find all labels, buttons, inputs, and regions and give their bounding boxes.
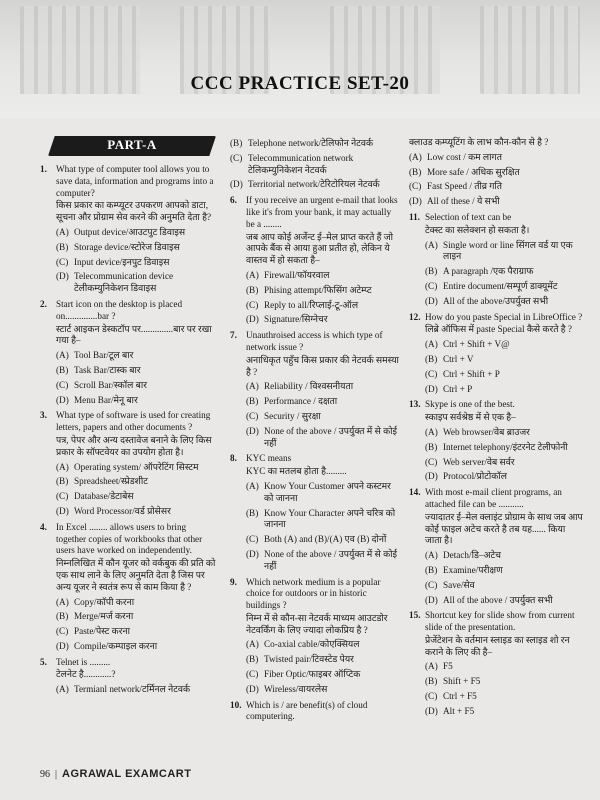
publisher-brand: AGRAWAL EXAMCART xyxy=(62,768,192,780)
options-11: (A) Single word or line सिंगल वर्ड या एक लाइन (B) A paragraph /एक पैराग्राफ (C) Entire document/सम्पूर्ण डाक्यूमेंट (D) All of the above/उपर्युक्त सभी xyxy=(425,239,573,306)
options-6: (A) Firewall/फॉयरवाल (B) Phising attempt/फिसिंग अटेम्प्ट (C) Reply to all/रिप्लाई-टू-ऑल (D) Signature/सिग्नेचर xyxy=(246,269,372,325)
question-6: 6. If you receive an urgent e-mail that looks like it's from your bank, it may actually be a ........ जब आप कोई अर्जेन्ट ई–मेल प्राप्त करते हैं जो आपके बैंक से आया हुआ प्रतीत हो, लेकिन ये वास्तव में हो सकता है– xyxy=(230,195,398,266)
question-15: 15. Shortcut key for slide show from current slide of the presentation. प्रेजेंटेशन के वर्तमान स्लाइड का स्लाइड शो रन कराने के लिए की है– xyxy=(409,610,575,657)
options-5b: (B) Telephone network/टेलिफोन नेटवर्क (C) Telecommunication network टेलिकम्युनिकेशन नेटवर्क (D) Territorial network/टेरिटोरियल नेटवर्क xyxy=(230,138,380,190)
options-14: (A) Detach/डि–अटेच (B) Examine/परीक्षण (C) Save/सेव (D) All of the above / उपर्युक्त सभी xyxy=(425,550,553,605)
options-10: (A) Low cost / कम लागत (B) More safe / अधिक सुरक्षित (C) Fast Speed / तीव्र गति (D) All of these / ये सभी xyxy=(409,151,520,207)
question-3: 3. What type of software is used for creating letters, papers and other documents ? पत्र, पेपर और अन्य दस्तावेज बनाने के लिए किस प्रकार के सॉफ्टवेयर का उपयोग होता है। xyxy=(40,410,212,457)
part-heading: PART-A xyxy=(48,136,216,158)
question-2: 2. Start icon on the desktop is placed on..............bar ? स्टार्ट आइकन डेस्कटॉप पर..............बार पर रखा गया है– xyxy=(40,298,212,346)
question-5: 5. Telnet is ......... टेलनेट है............? xyxy=(40,656,116,680)
question-11: 11. Selection of text can be टेक्स्ट का सलेक्शन हो सकता है। xyxy=(409,211,530,235)
options-2: (A) Tool Bar/टूल बार (B) Task Bar/टास्क बार (C) Scroll Bar/स्कॉल बार (D) Menu Bar/मेनू बार xyxy=(56,350,147,405)
options-1: (A) Output device/आउटपुट डिवाइस (B) Storage device/स्टोरेज डिवाइस (C) Input device/इनपुट डिवाइस (D) Telecommunication device टेलीकम्युनिकेशन डिवाइस xyxy=(56,226,186,294)
options-4: (A) Copy/कॉपी करना (B) Merge/मर्ज करना (C) Paste/पेस्ट करना (D) Compile/कम्पाइल करना xyxy=(56,596,158,651)
header-background xyxy=(0,0,600,118)
options-7: (A) Reliability / विश्वसनीयता (B) Performance / दक्षता (C) Security / सुरक्षा (D) None of the above / उपर्युक्त में से कोई नहीं xyxy=(246,381,398,448)
question-1: 1. What type of computer tool allows you to save data, information and programs into a computer? किस प्रकार का कम्प्यूटर उपकरण आपको डाटा, सूचना और प्रोग्राम सेव करने की अनुमति देता है? xyxy=(40,164,214,223)
options-5a: (A) Termianl network/टर्मिनल नेटवर्क xyxy=(56,684,191,695)
options-9: (A) Co-axial cable/कोएक्सियल (B) Twisted pair/टिवस्टेड पेयर (C) Fiber Optic/फाइबर ऑप्टिक (D) Wireless/वायरलेस xyxy=(246,639,361,694)
question-4: 4. In Excel ........ allows users to bring together copies of workbooks that other users have worked on independently. निम्नलिखित में कौन यूजर को वर्कबुक की प्रति को एक साथ लाने के लिए अनुमति देता है जिस पर अन्य यूजर ने स्वतंत्र रूप से काम किया है ? xyxy=(40,521,216,592)
question-7: 7. Unauthroised access is which type of network issue ? अनाधिकृत पहुँच किस प्रकार की नेटवर्क समस्या है ? xyxy=(230,330,399,377)
options-3: (A) Operating system/ ऑपरेटिंग सिस्टम (B) Spreadsheet/स्प्रेडशीट (C) Database/डेटाबेस (D) Word Processor/वर्ड प्रोसेसर xyxy=(56,461,199,516)
page-title: CCC PRACTICE SET-20 xyxy=(190,73,410,94)
question-10: 10. Which is / are benefit(s) of cloud computering. xyxy=(230,699,368,722)
column-3 xyxy=(409,136,583,722)
question-13: 13. Skype is one of the best. स्काइप सर्वश्रेष्ठ में से एक है– xyxy=(409,399,516,423)
question-14: 14. With most e-mail client programs, an attached file can be ........... ज्यादातर ई–मेल क्लाइंट प्रोग्राम के साथ जब आप कोई फाइल अटेच करते है तब यह...... किया जाता है। xyxy=(409,487,583,546)
question-12: 12. How do you paste Special in LibreOffice ? लिब्रे ऑफिस में paste Special कैसे करते है ? xyxy=(409,311,583,335)
column-2 xyxy=(230,136,400,726)
options-8: (A) Know Your Customer अपने कस्टमर को जानना (B) Know Your Character अपने चरित्र को जानना (C) Both (A) and (B)/(A) एव (B) दोनों (D) None of the above / उपर्युक्त में से कोई नहीं xyxy=(246,480,398,571)
options-15: (A) F5 (B) Shift + F5 (C) Ctrl + F5 (D) Alt + F5 xyxy=(425,661,481,716)
question-8: 8. KYC means KYC का मतलब होता है......... xyxy=(230,453,347,477)
page-number: 96 xyxy=(40,769,50,780)
options-13: (A) Web browser/वेब ब्राउजर (B) Internet telephony/इंटरनेट टेलीफोनी (C) Web server/वेब सर्वर (D) Protocol/प्रोटोकॉल xyxy=(425,426,568,482)
column-1 xyxy=(40,136,216,700)
options-12: (A) Ctrl + Shift + V@ (B) Ctrl + V (C) Ctrl + Shift + P (D) Ctrl + P xyxy=(425,339,510,394)
page-footer: 96 | AGRAWAL EXAMCART xyxy=(40,768,192,780)
question-10-hindi: क्लाउड कम्प्यूटिंग के लाभ कौन-कौन से है ? xyxy=(409,137,549,147)
question-9: 9. Which network medium is a popular choice for outdoors or in historic buildings ? निम्न में से कौन-सा नेटवर्क माध्यम आउटडोर नेटवर्किंग के लिए ज्यादा लोकप्रिय है ? xyxy=(230,576,388,635)
